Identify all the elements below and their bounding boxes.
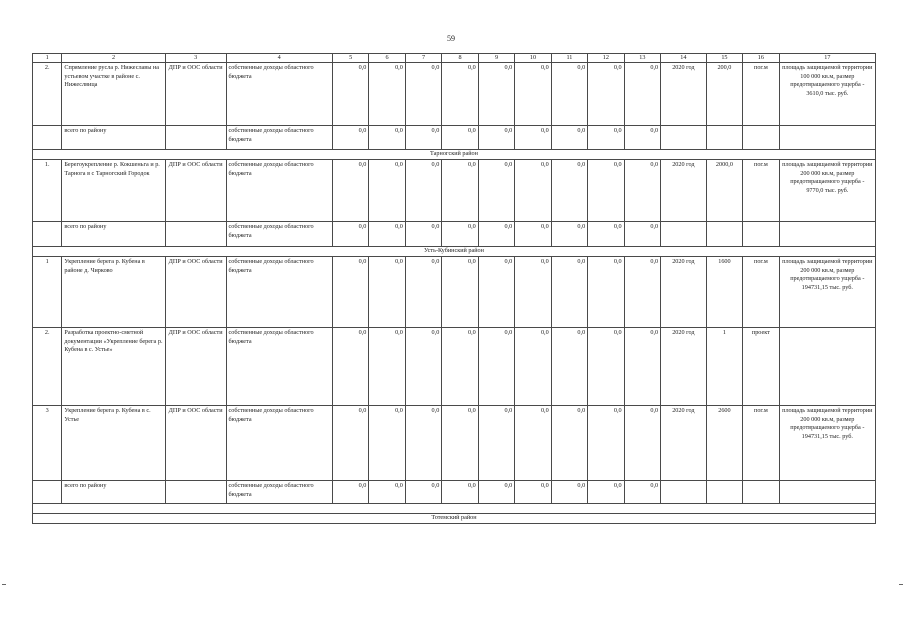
funding-source: собственные доходы областного бюджета <box>226 126 332 150</box>
amount-cell: 0,0 <box>369 126 405 150</box>
amount-cell: 0,0 <box>332 160 368 222</box>
amount-cell: 0,0 <box>332 481 368 504</box>
column-number-2: 2 <box>62 54 165 63</box>
amount-cell: 0,0 <box>515 406 551 481</box>
amount-cell: 0,0 <box>624 257 660 328</box>
column-number-6: 6 <box>369 54 405 63</box>
row-number: 2. <box>33 328 62 406</box>
amount-cell: 0,0 <box>369 328 405 406</box>
executor: ДПР и ООС области <box>165 63 226 126</box>
unit <box>743 222 779 247</box>
amount-cell: 0,0 <box>442 63 478 126</box>
column-number-9: 9 <box>478 54 514 63</box>
district-row <box>33 514 876 524</box>
year: 2020 год <box>661 160 707 222</box>
amount-cell: 0,0 <box>478 160 514 222</box>
column-number-17: 17 <box>779 54 875 63</box>
amount-cell: 0,0 <box>405 328 441 406</box>
amount-cell: 0,0 <box>624 406 660 481</box>
amount-cell: 0,0 <box>405 126 441 150</box>
amount-cell: 0,0 <box>551 328 587 406</box>
amount-cell: 0,0 <box>624 222 660 247</box>
amount-cell: 0,0 <box>624 481 660 504</box>
measure-name: Укрепление берега р. Кубена в районе д. Чирково <box>62 257 165 328</box>
amount-cell: 0,0 <box>442 257 478 328</box>
quantity: 2600 <box>706 406 742 481</box>
district-row <box>33 247 876 257</box>
district-title: Усть-Кубинский район <box>33 247 876 257</box>
quantity: 2000,0 <box>706 160 742 222</box>
amount-cell: 0,0 <box>442 406 478 481</box>
column-number-15: 15 <box>706 54 742 63</box>
amount-cell: 0,0 <box>515 160 551 222</box>
column-number-14: 14 <box>661 54 707 63</box>
amount-cell: 0,0 <box>515 222 551 247</box>
amount-cell: 0,0 <box>624 63 660 126</box>
row-number: 2. <box>33 63 62 126</box>
unit: пог.м <box>743 63 779 126</box>
row-number: 3 <box>33 406 62 481</box>
measure-name: Разработка проектно-сметной документации «Укрепление берега р. Кубена в с. Устье» <box>62 328 165 406</box>
amount-cell: 0,0 <box>332 406 368 481</box>
amount-cell: 0,0 <box>551 63 587 126</box>
amount-cell: 0,0 <box>369 222 405 247</box>
amount-cell: 0,0 <box>515 328 551 406</box>
amount-cell: 0,0 <box>515 63 551 126</box>
quantity: 1600 <box>706 257 742 328</box>
amount-cell: 0,0 <box>588 328 624 406</box>
total-row <box>33 481 876 504</box>
unit <box>743 126 779 150</box>
unit <box>743 481 779 504</box>
amount-cell: 0,0 <box>442 126 478 150</box>
funding-source: собственные доходы областного бюджета <box>226 160 332 222</box>
year <box>661 481 707 504</box>
measure-name: Спрямление русла р. Нижеславы на устьевом участке в районе с. Нижеслвица <box>62 63 165 126</box>
amount-cell: 0,0 <box>624 328 660 406</box>
executor: ДПР и ООС области <box>165 406 226 481</box>
amount-cell: 0,0 <box>588 222 624 247</box>
result-indicator: площадь защищаемой территории 200 000 кв.м, размер предотвращаемого ущерба - 194731,15 тыс. руб. <box>779 406 875 481</box>
column-number-13: 13 <box>624 54 660 63</box>
funding-source: собственные доходы областного бюджета <box>226 481 332 504</box>
amount-cell: 0,0 <box>478 63 514 126</box>
executor <box>165 222 226 247</box>
measure-name: всего по району <box>62 481 165 504</box>
funding-source: собственные доходы областного бюджета <box>226 222 332 247</box>
amount-cell: 0,0 <box>551 257 587 328</box>
amount-cell: 0,0 <box>551 126 587 150</box>
amount-cell: 0,0 <box>478 126 514 150</box>
district-row <box>33 504 876 514</box>
year: 2020 год <box>661 406 707 481</box>
total-row <box>33 222 876 247</box>
district-title: Тарногский район <box>33 150 876 160</box>
amount-cell: 0,0 <box>588 63 624 126</box>
amount-cell: 0,0 <box>405 222 441 247</box>
amount-cell: 0,0 <box>588 160 624 222</box>
amount-cell: 0,0 <box>442 222 478 247</box>
amount-cell: 0,0 <box>332 126 368 150</box>
amount-cell: 0,0 <box>332 257 368 328</box>
amount-cell: 0,0 <box>588 406 624 481</box>
edge-mark-right <box>899 584 903 585</box>
unit: пог.м <box>743 406 779 481</box>
amount-cell: 0,0 <box>551 481 587 504</box>
edge-mark-left <box>2 584 6 585</box>
amount-cell: 0,0 <box>515 126 551 150</box>
funding-source: собственные доходы областного бюджета <box>226 257 332 328</box>
table-row <box>33 328 876 406</box>
amount-cell: 0,0 <box>405 63 441 126</box>
column-number-16: 16 <box>743 54 779 63</box>
result-indicator <box>779 222 875 247</box>
district-title: Тотемский район <box>33 514 876 524</box>
amount-cell: 0,0 <box>478 328 514 406</box>
amount-cell: 0,0 <box>588 257 624 328</box>
year: 2020 год <box>661 257 707 328</box>
amount-cell: 0,0 <box>551 222 587 247</box>
amount-cell: 0,0 <box>515 257 551 328</box>
amount-cell: 0,0 <box>624 126 660 150</box>
amount-cell: 0,0 <box>369 257 405 328</box>
measure-name: всего по району <box>62 126 165 150</box>
amount-cell: 0,0 <box>405 406 441 481</box>
row-number: 1 <box>33 257 62 328</box>
measure-name: Берегоукрепление р. Кокшеньга и р. Тарнога в с Тарногский Городок <box>62 160 165 222</box>
column-number-1: 1 <box>33 54 62 63</box>
amount-cell: 0,0 <box>332 63 368 126</box>
amount-cell: 0,0 <box>442 160 478 222</box>
unit: пог.м <box>743 160 779 222</box>
amount-cell: 0,0 <box>369 63 405 126</box>
table-row <box>33 160 876 222</box>
result-indicator <box>779 126 875 150</box>
amount-cell: 0,0 <box>405 160 441 222</box>
amount-cell: 0,0 <box>624 160 660 222</box>
total-row <box>33 126 876 150</box>
amount-cell: 0,0 <box>478 406 514 481</box>
district-row <box>33 150 876 160</box>
column-number-4: 4 <box>226 54 332 63</box>
district-title <box>33 504 876 514</box>
quantity: 200,0 <box>706 63 742 126</box>
executor <box>165 481 226 504</box>
amount-cell: 0,0 <box>442 481 478 504</box>
column-number-12: 12 <box>588 54 624 63</box>
amount-cell: 0,0 <box>478 481 514 504</box>
column-number-7: 7 <box>405 54 441 63</box>
column-number-11: 11 <box>551 54 587 63</box>
executor: ДПР и ООС области <box>165 257 226 328</box>
table-row <box>33 63 876 126</box>
budget-table <box>32 53 876 524</box>
column-number-10: 10 <box>515 54 551 63</box>
amount-cell: 0,0 <box>332 222 368 247</box>
year <box>661 222 707 247</box>
table-row <box>33 257 876 328</box>
executor: ДПР и ООС области <box>165 160 226 222</box>
row-number <box>33 222 62 247</box>
header-row <box>33 54 876 63</box>
amount-cell: 0,0 <box>588 126 624 150</box>
measure-name: всего по району <box>62 222 165 247</box>
result-indicator: площадь защищаемой территории 200 000 кв.м, размер предотвращаемого ущерба - 9770,0 тыс. руб. <box>779 160 875 222</box>
executor: ДПР и ООС области <box>165 328 226 406</box>
page-number: 59 <box>447 34 455 43</box>
quantity <box>706 222 742 247</box>
measure-name: Укрепление берега р. Кубена в с. Устье <box>62 406 165 481</box>
amount-cell: 0,0 <box>405 481 441 504</box>
row-number: 1. <box>33 160 62 222</box>
amount-cell: 0,0 <box>369 481 405 504</box>
amount-cell: 0,0 <box>588 481 624 504</box>
result-indicator: площадь защищаемой территории 200 000 кв.м, размер предотвращаемого ущерба - 194731,15 тыс. руб. <box>779 257 875 328</box>
result-indicator <box>779 481 875 504</box>
unit: пог.м <box>743 257 779 328</box>
year: 2020 год <box>661 63 707 126</box>
amount-cell: 0,0 <box>478 257 514 328</box>
result-indicator <box>779 328 875 406</box>
amount-cell: 0,0 <box>551 406 587 481</box>
amount-cell: 0,0 <box>442 328 478 406</box>
table-row <box>33 406 876 481</box>
column-number-3: 3 <box>165 54 226 63</box>
row-number <box>33 481 62 504</box>
funding-source: собственные доходы областного бюджета <box>226 63 332 126</box>
quantity: 1 <box>706 328 742 406</box>
amount-cell: 0,0 <box>369 160 405 222</box>
amount-cell: 0,0 <box>515 481 551 504</box>
year: 2020 год <box>661 328 707 406</box>
column-number-5: 5 <box>332 54 368 63</box>
amount-cell: 0,0 <box>551 160 587 222</box>
amount-cell: 0,0 <box>369 406 405 481</box>
result-indicator: площадь защищаемой территории 100 000 кв.м, размер предотвращаемого ущерба - 3610,0 тыс. руб. <box>779 63 875 126</box>
amount-cell: 0,0 <box>478 222 514 247</box>
quantity <box>706 126 742 150</box>
quantity <box>706 481 742 504</box>
year <box>661 126 707 150</box>
funding-source: собственные доходы областного бюджета <box>226 328 332 406</box>
executor <box>165 126 226 150</box>
amount-cell: 0,0 <box>332 328 368 406</box>
funding-source: собственные доходы областного бюджета <box>226 406 332 481</box>
column-number-8: 8 <box>442 54 478 63</box>
unit: проект <box>743 328 779 406</box>
row-number <box>33 126 62 150</box>
amount-cell: 0,0 <box>405 257 441 328</box>
